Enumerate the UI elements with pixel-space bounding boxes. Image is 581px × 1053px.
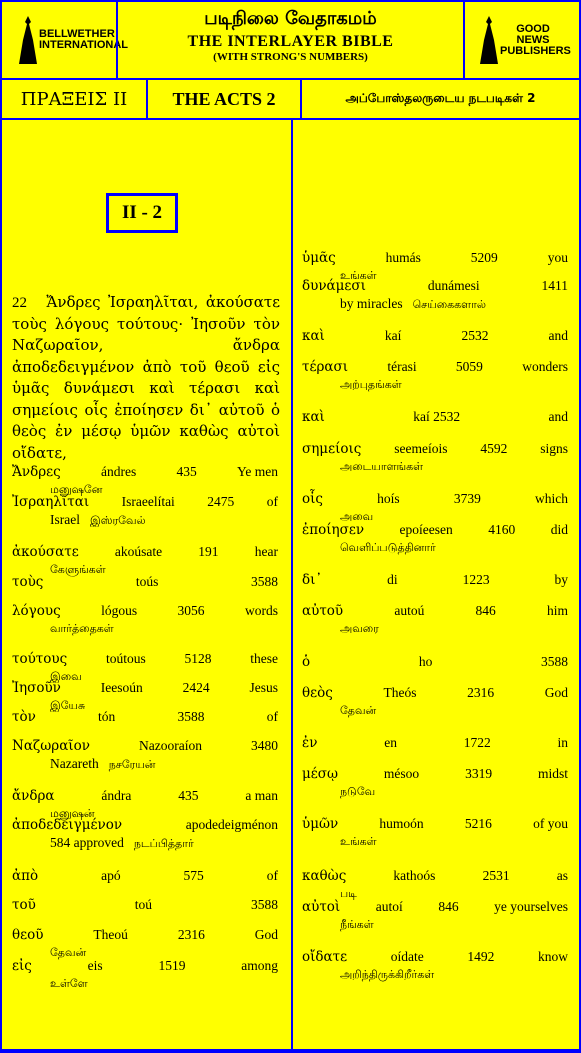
- english-gloss-cont: Nazareth: [50, 756, 99, 771]
- english-gloss: among: [241, 958, 278, 973]
- strongs-number: 575: [183, 868, 204, 883]
- tab-greek-title: ΠΡΑΞΕΙΣ ΙΙ: [0, 78, 148, 120]
- transliteration: dunámesi: [427, 278, 480, 293]
- transliteration: di: [387, 572, 398, 587]
- tamil-gloss: உள்ளே: [50, 977, 88, 990]
- transliteration: Israeelítai: [121, 494, 175, 509]
- english-gloss-cont: Israel: [50, 512, 80, 527]
- transliteration: apodedeigménon: [185, 817, 278, 832]
- verse-text: [12, 292, 280, 464]
- strongs-number: 3588: [177, 709, 205, 724]
- greek-word: αὐτοῦ: [302, 603, 344, 619]
- word-entry: [12, 572, 278, 592]
- transliteration: kaí: [384, 328, 402, 343]
- english-gloss: by: [554, 572, 568, 587]
- strongs-number: 3739: [453, 491, 481, 506]
- transliteration: mésoo: [383, 766, 420, 781]
- tamil-gloss: இயேசு: [50, 699, 86, 712]
- greek-word: αὐτοὶ: [302, 899, 341, 915]
- word-entry: [12, 707, 278, 727]
- english-gloss-cont: by miracles: [340, 296, 403, 311]
- word-entry: [12, 492, 278, 529]
- english-gloss: wonders: [522, 359, 568, 374]
- english-gloss: God: [254, 927, 278, 942]
- figure-icon: [478, 14, 500, 66]
- word-entry: [12, 736, 278, 773]
- tamil-gloss: வெளிப்படுத்தினார்: [340, 541, 436, 554]
- tab-english-title: THE ACTS 2: [146, 78, 302, 120]
- transliteration: apó: [101, 868, 121, 883]
- strongs-number: 2316: [467, 685, 495, 700]
- transliteration: ándres: [100, 464, 137, 479]
- word-entry: [302, 947, 568, 983]
- strongs-number: 2531: [482, 868, 510, 883]
- title-subtitle: (WITH STRONG'S NUMBERS): [213, 51, 368, 63]
- word-entry: [12, 601, 278, 637]
- greek-word: οἷς: [302, 491, 323, 507]
- word-entry: [302, 520, 568, 556]
- tamil-gloss: நீங்கள்: [340, 918, 374, 931]
- transliteration: en: [384, 735, 397, 750]
- word-entry: [12, 956, 278, 992]
- chapter-label: II - 2: [106, 193, 178, 233]
- strongs-number: 4592: [480, 441, 508, 456]
- tamil-gloss: தேவன்: [340, 704, 377, 717]
- greek-word: μέσῳ: [302, 766, 338, 782]
- transliteration: Theós: [383, 685, 417, 700]
- word-entry: [302, 407, 568, 427]
- greek-word: ἀκούσατε: [12, 544, 79, 560]
- greek-word: δι᾽: [302, 572, 323, 588]
- greek-word: καὶ: [302, 328, 325, 344]
- greek-word: θεὸς: [302, 685, 333, 701]
- tamil-gloss: அடையாளங்கள்: [340, 460, 424, 473]
- tamil-gloss: கேளுங்கள்: [50, 563, 106, 576]
- transliteration: oídate: [390, 949, 424, 964]
- transliteration: Theoú: [93, 927, 128, 942]
- greek-word: ἀποδεδειγμένον: [12, 817, 123, 833]
- english-gloss: of: [266, 868, 278, 883]
- english-gloss: of: [266, 494, 278, 509]
- bellwether-logo: [0, 0, 129, 80]
- verse-number: 22: [12, 295, 27, 311]
- strongs-number: 3588: [250, 574, 278, 589]
- right-logo-text: GOOD NEWS PUBLISHERS: [500, 22, 571, 57]
- transliteration: térasi: [387, 359, 417, 374]
- tamil-gloss: அற்புதங்கள்: [340, 378, 402, 391]
- tamil-gloss: இவை: [50, 670, 82, 683]
- greek-word: Ναζωραῖον: [12, 738, 90, 754]
- greek-word: ἄνδρα: [12, 788, 55, 804]
- title-block: [116, 0, 465, 80]
- greek-word: δυνάμεσι: [302, 278, 366, 294]
- word-entry: [302, 683, 568, 719]
- strongs-number: 2316: [177, 927, 205, 942]
- word-entry: [302, 897, 568, 933]
- transliteration: eis: [87, 958, 103, 973]
- tamil-gloss: இஸ்ரவேல்: [89, 514, 146, 527]
- tamil-gloss: மனுஷன்: [50, 807, 95, 820]
- strongs-number: 5209: [470, 250, 498, 265]
- verse-greek: Ἄνδρες Ἰσραηλῖται, ἀκούσατε τοὺς λόγους τούτους· Ἰησοῦν τὸν Ναζωραῖον, ἄνδρα ἀποδεδειγμένον ἀπὸ τοῦ θεοῦ εἰς ὑμᾶς δυνάμεσι καὶ τέρασι καὶ σημείοις οἷς ἐποίησεν δι᾽ αὐτοῦ ὁ θεὸς ἐν μέσῳ ὑμῶν καθὼς αὐτοὶ οἴδατε,: [12, 293, 280, 462]
- transliteration: seemeíois: [394, 441, 448, 456]
- greek-word: ὑμῶν: [302, 816, 339, 832]
- english-gloss: in: [557, 735, 568, 750]
- word-entry: [12, 815, 278, 852]
- transliteration: toús: [135, 574, 159, 589]
- transliteration: toú: [134, 897, 153, 912]
- english-gloss: midst: [537, 766, 568, 781]
- english-gloss: a man: [245, 788, 278, 803]
- transliteration: akoúsate: [114, 544, 163, 559]
- tamil-gloss: நடுவே: [340, 785, 376, 798]
- tamil-gloss: தேவன்: [50, 946, 87, 959]
- greek-word: τέρασι: [302, 359, 349, 375]
- transliteration: hoís: [377, 491, 400, 506]
- english-gloss: of: [266, 709, 278, 724]
- strongs-number: 5216: [464, 816, 492, 831]
- greek-word: σημείοις: [302, 441, 362, 457]
- word-entry: [302, 276, 568, 313]
- english-gloss: God: [544, 685, 568, 700]
- transliteration: epoíeesen: [399, 522, 453, 537]
- strongs-number: 3056: [177, 603, 205, 618]
- transliteration: Ieesoún: [100, 680, 143, 695]
- english-gloss: him: [546, 603, 568, 618]
- tamil-gloss: நசரேயன்: [108, 758, 156, 771]
- word-entry: [302, 326, 568, 346]
- word-entry: [302, 439, 568, 475]
- greek-word: καθὼς: [302, 868, 347, 884]
- tamil-gloss: செய்கைகளால்: [412, 298, 486, 311]
- english-gloss-cont: 584 approved: [50, 835, 124, 850]
- strongs-number: 435: [178, 788, 199, 803]
- tamil-gloss: அவை: [340, 510, 374, 523]
- english-gloss: hear: [254, 544, 278, 559]
- strongs-number: 846: [475, 603, 496, 618]
- word-entry: [302, 601, 568, 637]
- transliteration: kaí 2532: [413, 409, 461, 424]
- strongs-number: 3319: [465, 766, 493, 781]
- greek-word: ἀπὸ: [12, 868, 39, 884]
- greek-word: τοῦ: [12, 897, 36, 913]
- strongs-number: 5059: [455, 359, 483, 374]
- tamil-gloss: வார்த்தைகள்: [50, 622, 114, 635]
- transliteration: autoú: [394, 603, 425, 618]
- transliteration: ho: [418, 654, 433, 669]
- good-news-logo: [463, 0, 581, 80]
- transliteration: kathoós: [393, 868, 436, 883]
- transliteration: lógous: [101, 603, 138, 618]
- greek-word: ἐποίησεν: [302, 522, 365, 538]
- greek-word: ὑμᾶς: [302, 250, 336, 266]
- strongs-number: 3588: [540, 654, 568, 669]
- tamil-gloss: அவரை: [340, 622, 379, 635]
- strongs-number: 5128: [184, 651, 212, 666]
- bell-figure-icon: [17, 14, 39, 66]
- greek-word: εἰς: [12, 958, 32, 974]
- word-entry: [12, 866, 278, 886]
- strongs-number: 846: [438, 899, 459, 914]
- english-gloss: and: [548, 328, 568, 343]
- word-entry: [302, 570, 568, 590]
- transliteration: autoí: [375, 899, 403, 914]
- greek-word: ὁ: [302, 654, 311, 670]
- strongs-number: 1519: [158, 958, 186, 973]
- strongs-number: 1223: [462, 572, 490, 587]
- greek-word: Ἰησοῦν: [12, 680, 61, 696]
- strongs-number: 3480: [250, 738, 278, 753]
- tamil-gloss: படி: [340, 887, 357, 900]
- strongs-number: 1492: [467, 949, 495, 964]
- greek-word: θεοῦ: [12, 927, 44, 943]
- greek-word: λόγους: [12, 603, 61, 619]
- transliteration: humoón: [379, 816, 424, 831]
- greek-word: ἐν: [302, 735, 318, 751]
- strongs-number: 2475: [207, 494, 235, 509]
- english-gloss: Jesus: [249, 680, 278, 695]
- strongs-number: 1722: [463, 735, 491, 750]
- tamil-gloss: மனுஷனே: [50, 483, 103, 496]
- tamil-gloss: நடப்பித்தார்: [133, 837, 194, 850]
- transliteration: ándra: [101, 788, 132, 803]
- greek-word: Ἄνδρες: [12, 464, 61, 480]
- english-gloss: know: [537, 949, 568, 964]
- greek-word: τὸν: [12, 709, 36, 725]
- english-gloss: these: [250, 651, 278, 666]
- english-gloss: which: [534, 491, 568, 506]
- tamil-gloss: உங்கள்: [340, 269, 377, 282]
- greek-word: Ἰσραηλῖται: [12, 494, 90, 510]
- transliteration: tón: [98, 709, 116, 724]
- transliteration: Nazooraíon: [138, 738, 202, 753]
- strongs-number: 2532: [461, 328, 489, 343]
- transliteration: humás: [385, 250, 421, 265]
- greek-word: οἴδατε: [302, 949, 348, 965]
- word-entry: [302, 357, 568, 393]
- english-gloss: words: [244, 603, 278, 618]
- strongs-number: 435: [176, 464, 197, 479]
- tab-tamil-title: அப்போஸ்தலருடைய நடபடிகள் 2: [300, 78, 581, 120]
- word-entry: [12, 895, 278, 915]
- title-english: THE INTERLAYER BIBLE: [187, 33, 394, 50]
- greek-word: τούτους: [12, 651, 68, 667]
- strongs-number: 4160: [488, 522, 516, 537]
- strongs-number: 3588: [250, 897, 278, 912]
- transliteration: toútous: [105, 651, 146, 666]
- english-gloss: you: [547, 250, 568, 265]
- strongs-number: 191: [198, 544, 219, 559]
- tamil-gloss: உங்கள்: [340, 835, 377, 848]
- english-gloss: and: [548, 409, 568, 424]
- strongs-number: 2424: [182, 680, 210, 695]
- english-gloss: as: [556, 868, 568, 883]
- title-tamil: படிநிலை வேதாகமம்: [204, 8, 377, 29]
- left-logo-text: BELLWETHER INTERNATIONAL: [39, 28, 129, 51]
- strongs-number: 1411: [541, 278, 568, 293]
- english-gloss: of you: [533, 816, 568, 831]
- word-entry: [302, 814, 568, 850]
- english-gloss: Ye men: [236, 464, 278, 479]
- greek-word: καὶ: [302, 409, 325, 425]
- word-entry: [302, 764, 568, 800]
- english-gloss: ye yourselves: [494, 899, 568, 914]
- word-entry: [302, 652, 568, 672]
- word-entry: [302, 733, 568, 753]
- greek-word: τοὺς: [12, 574, 44, 590]
- tamil-gloss: அறிந்திருக்கிறீர்கள்: [340, 968, 435, 981]
- english-gloss: did: [550, 522, 568, 537]
- english-gloss: signs: [540, 441, 568, 456]
